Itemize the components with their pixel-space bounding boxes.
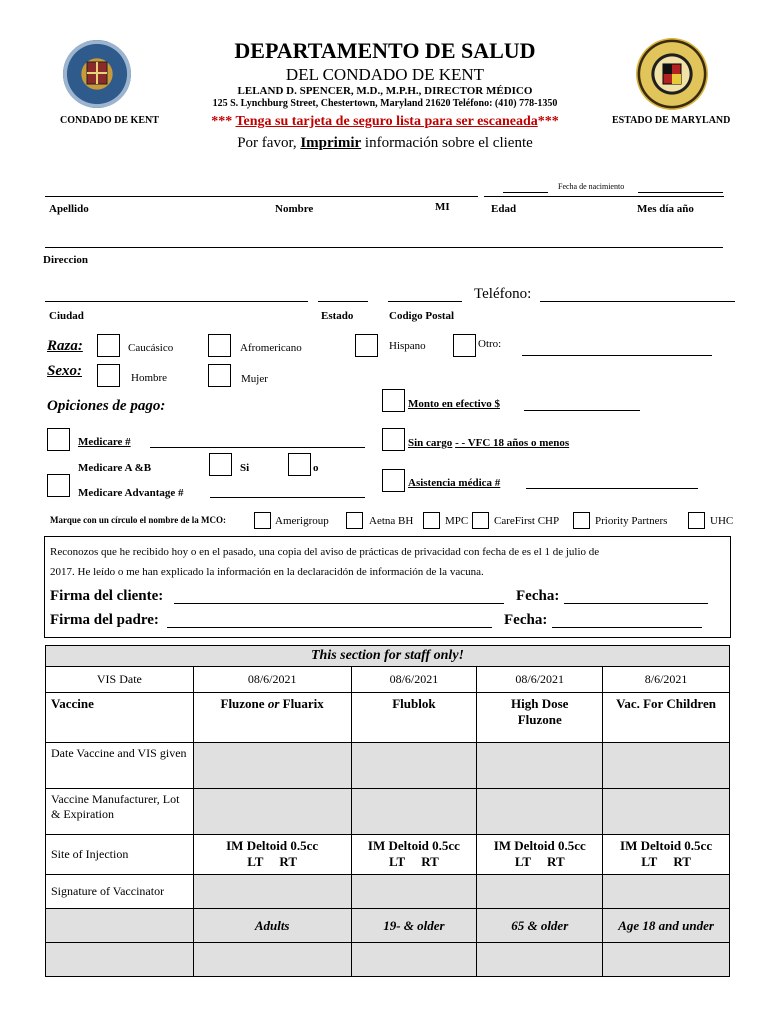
- parent-date-line[interactable]: [552, 627, 702, 628]
- medicare-checkbox[interactable]: [47, 428, 70, 451]
- mco-priority-label: Priority Partners: [595, 515, 668, 527]
- name-line[interactable]: [45, 196, 478, 197]
- age-group-cell: Age 18 and under: [603, 909, 730, 943]
- date-given-cell[interactable]: [351, 743, 477, 789]
- kent-county-caption: CONDADO DE KENT: [60, 115, 159, 126]
- asistencia-line[interactable]: [526, 488, 698, 489]
- injection-site-row: [46, 835, 730, 875]
- medicare-label: Medicare #: [78, 436, 131, 448]
- medicare-ab-si-label: Si: [240, 462, 250, 474]
- blank-row: [46, 943, 730, 977]
- staff-section-title: This section for staff only!: [46, 646, 730, 667]
- sin-cargo-vfc: - - VFC 18 años o menos: [455, 437, 570, 449]
- instruction-emphasis: Imprimir: [300, 135, 362, 151]
- direccion-label: Direccion: [43, 254, 89, 266]
- blank-cell[interactable]: [351, 943, 477, 977]
- vaccine-name-cell: [351, 693, 477, 743]
- race-otro-line[interactable]: [522, 355, 712, 356]
- vaccine-name-em: or: [267, 696, 280, 711]
- site-sides: LT RT: [514, 854, 565, 869]
- sex-hombre-checkbox[interactable]: [97, 364, 120, 387]
- maryland-caption: ESTADO DE MARYLAND: [612, 115, 731, 126]
- vaccine-row: [46, 693, 730, 743]
- vaccine-name-post: Fluzone: [517, 712, 562, 727]
- vaccinator-signature-cell[interactable]: [603, 875, 730, 909]
- race-hispano-checkbox[interactable]: [355, 334, 378, 357]
- sin-cargo-label: Sin cargo: [408, 437, 453, 449]
- age-line[interactable]: [484, 196, 724, 197]
- client-date-label: Fecha:: [516, 588, 560, 604]
- manufacturer-cell[interactable]: [351, 789, 477, 835]
- asistencia-label: Asistencia médica #: [408, 477, 501, 489]
- dob-label: Fecha de nacimiento: [558, 182, 625, 191]
- client-signature-line[interactable]: [174, 603, 504, 604]
- race-caucasico-checkbox[interactable]: [97, 334, 120, 357]
- address-line: 125 S. Lynchburg Street, Chestertown, Maryland 21620 Teléfono: (410) 778-1350: [212, 98, 558, 109]
- date-given-row: [46, 743, 730, 789]
- instruction-pre: Por favor,: [237, 135, 297, 151]
- site-value: IM Deltoid 0.5cc: [226, 838, 319, 853]
- site-value: IM Deltoid 0.5cc: [367, 838, 460, 853]
- vaccine-name-cell: [477, 693, 603, 743]
- mco-mpc-checkbox[interactable]: [423, 512, 440, 529]
- efectivo-line[interactable]: [524, 410, 640, 411]
- sex-mujer-label: Mujer: [241, 373, 268, 385]
- vaccine-name-cell: [193, 693, 351, 743]
- city-line[interactable]: [45, 301, 308, 302]
- medicare-advantage-checkbox[interactable]: [47, 474, 70, 497]
- manufacturer-cell[interactable]: [193, 789, 351, 835]
- manufacturer-label: Vaccine Manufacturer, Lot & Expiration: [46, 789, 194, 835]
- vaccine-name-post: Fluarix: [279, 696, 324, 711]
- vis-date-row: [46, 667, 730, 693]
- mco-uhc-checkbox[interactable]: [688, 512, 705, 529]
- vaccinator-signature-label: Signature of Vaccinator: [46, 875, 194, 909]
- vaccinator-signature-cell[interactable]: [351, 875, 477, 909]
- vis-date-cell[interactable]: 08/6/2021: [351, 667, 477, 693]
- asistencia-checkbox[interactable]: [382, 469, 405, 492]
- telefono-line[interactable]: [540, 301, 735, 302]
- manufacturer-cell[interactable]: [603, 789, 730, 835]
- injection-site-cell[interactable]: [477, 835, 603, 875]
- state-line[interactable]: [318, 301, 368, 302]
- age-group-row: [46, 909, 730, 943]
- mes-dia-ano-label: Mes día año: [637, 203, 694, 215]
- site-sides: LT RT: [389, 854, 439, 869]
- mi-label: MI: [435, 201, 450, 213]
- race-otro-checkbox[interactable]: [453, 334, 476, 357]
- sex-mujer-checkbox[interactable]: [208, 364, 231, 387]
- parent-signature-label: Firma del padre:: [50, 612, 159, 628]
- nombre-label: Nombre: [275, 203, 314, 215]
- vaccine-label: Vaccine: [46, 693, 194, 743]
- vaccinator-signature-cell[interactable]: [193, 875, 351, 909]
- efectivo-label: Monto en efectivo $: [408, 398, 500, 410]
- insurance-notice: [0, 114, 770, 130]
- dob-month-line[interactable]: [503, 192, 548, 193]
- telefono-label: Teléfono:: [474, 286, 532, 302]
- vis-date-label: VIS Date: [46, 667, 194, 693]
- estado-label: Estado: [321, 310, 354, 322]
- race-otro-label: Otro:: [478, 338, 502, 350]
- medicare-advantage-label: Medicare Advantage #: [78, 487, 184, 499]
- vaccinator-signature-cell[interactable]: [477, 875, 603, 909]
- medicare-ab-no-label: o: [313, 462, 319, 474]
- race-afromericano-checkbox[interactable]: [208, 334, 231, 357]
- ciudad-label: Ciudad: [49, 310, 84, 322]
- injection-site-cell[interactable]: [193, 835, 351, 875]
- site-value: IM Deltoid 0.5cc: [620, 838, 713, 853]
- apellido-label: Apellido: [49, 203, 89, 215]
- payment-options-title: Opiciones de pago:: [47, 398, 166, 414]
- date-given-cell[interactable]: [477, 743, 603, 789]
- vaccine-name-pre: Fluzone: [220, 696, 268, 711]
- medicare-ab-si-checkbox[interactable]: [209, 453, 232, 476]
- parent-signature-line[interactable]: [167, 627, 492, 628]
- vaccine-name-pre: Vac. For Children: [616, 696, 716, 711]
- age-group-cell: Adults: [193, 909, 351, 943]
- blank-cell[interactable]: [603, 943, 730, 977]
- site-value: IM Deltoid 0.5cc: [493, 838, 586, 853]
- mco-mpc-label: MPC: [445, 515, 469, 527]
- director-line: LELAND D. SPENCER, M.D., M.P.H., DIRECTOR MÉDICO: [237, 85, 533, 97]
- notice-stars-left: ***: [211, 114, 233, 129]
- injection-site-label: Site of Injection: [46, 835, 194, 875]
- sin-cargo-row: [408, 437, 569, 449]
- raza-label: Raza:: [47, 338, 83, 354]
- age-group-cell: 65 & older: [477, 909, 603, 943]
- injection-site-cell[interactable]: [351, 835, 477, 875]
- page-subtitle: DEL CONDADO DE KENT: [285, 65, 485, 84]
- injection-site-cell[interactable]: [603, 835, 730, 875]
- mco-uhc-label: UHC: [710, 515, 734, 527]
- vaccine-name-pre: Flublok: [392, 696, 436, 711]
- manufacturer-row: [46, 789, 730, 835]
- blank-cell[interactable]: [193, 943, 351, 977]
- site-sides: LT RT: [247, 854, 298, 869]
- vaccinator-signature-row: [46, 875, 730, 909]
- manufacturer-cell[interactable]: [477, 789, 603, 835]
- mco-amerigroup-checkbox[interactable]: [254, 512, 271, 529]
- vis-date-cell[interactable]: 08/6/2021: [477, 667, 603, 693]
- date-given-cell[interactable]: [603, 743, 730, 789]
- codigo-postal-label: Codigo Postal: [389, 310, 455, 322]
- race-afromericano-label: Afromericano: [240, 342, 302, 354]
- mco-amerigroup-label: Amerigroup: [275, 515, 329, 527]
- efectivo-checkbox[interactable]: [382, 389, 405, 412]
- age-group-cell: 19- & older: [351, 909, 477, 943]
- age-group-blank: [46, 909, 194, 943]
- sin-cargo-checkbox[interactable]: [382, 428, 405, 451]
- parent-date-label: Fecha:: [504, 612, 548, 628]
- date-given-cell[interactable]: [193, 743, 351, 789]
- blank-cell[interactable]: [477, 943, 603, 977]
- medicare-ab-label: Medicare A &B: [78, 462, 152, 474]
- edad-label: Edad: [491, 203, 517, 215]
- date-given-label: Date Vaccine and VIS given: [46, 743, 194, 789]
- zip-line[interactable]: [388, 301, 462, 302]
- mco-priority-checkbox[interactable]: [573, 512, 590, 529]
- race-caucasico-label: Caucásico: [128, 342, 174, 354]
- sexo-label: Sexo:: [47, 363, 82, 379]
- sex-hombre-label: Hombre: [131, 372, 168, 384]
- instruction-post: información sobre el cliente: [364, 135, 533, 151]
- medicare-advantage-line[interactable]: [210, 497, 365, 498]
- mco-aetna-label: Aetna BH: [369, 515, 414, 527]
- medicare-ab-no-checkbox[interactable]: [288, 453, 311, 476]
- client-signature-label: Firma del cliente:: [50, 588, 164, 604]
- staff-title-row: [46, 646, 730, 667]
- mco-carefirst-checkbox[interactable]: [472, 512, 489, 529]
- privacy-text-line1: Reconozos que he recibido hoy o en el pasado, una copia del aviso de prácticas de privacidad con fecha de es el 1 de julio de: [50, 546, 600, 558]
- mco-carefirst-label: CareFirst CHP: [494, 515, 560, 527]
- notice-stars-right: ***: [537, 114, 559, 129]
- staff-vaccine-table: [45, 645, 730, 977]
- page-title: DEPARTAMENTO DE SALUD: [234, 38, 536, 63]
- vis-date-cell[interactable]: 08/6/2021: [193, 667, 351, 693]
- race-hispano-label: Hispano: [389, 340, 426, 352]
- address-line-field[interactable]: [45, 247, 723, 248]
- mco-aetna-checkbox[interactable]: [346, 512, 363, 529]
- client-date-line[interactable]: [564, 603, 708, 604]
- privacy-text-line2: 2017. He leído o me han explicado la información en la declaracidón de información de la vacuna.: [50, 566, 484, 578]
- mco-label: Marque con un círculo el nombre de la MCO:: [50, 515, 226, 525]
- notice-text: Tenga su tarjeta de seguro lista para ser escaneada: [235, 114, 538, 129]
- dob-year-line[interactable]: [638, 192, 723, 193]
- print-instruction: [0, 135, 770, 152]
- vis-date-cell[interactable]: 8/6/2021: [603, 667, 730, 693]
- vaccine-name-pre: High Dose: [511, 696, 569, 711]
- vaccine-name-cell: [603, 693, 730, 743]
- medicare-line[interactable]: [150, 447, 365, 448]
- blank-cell[interactable]: [46, 943, 194, 977]
- site-sides: LT RT: [641, 854, 691, 869]
